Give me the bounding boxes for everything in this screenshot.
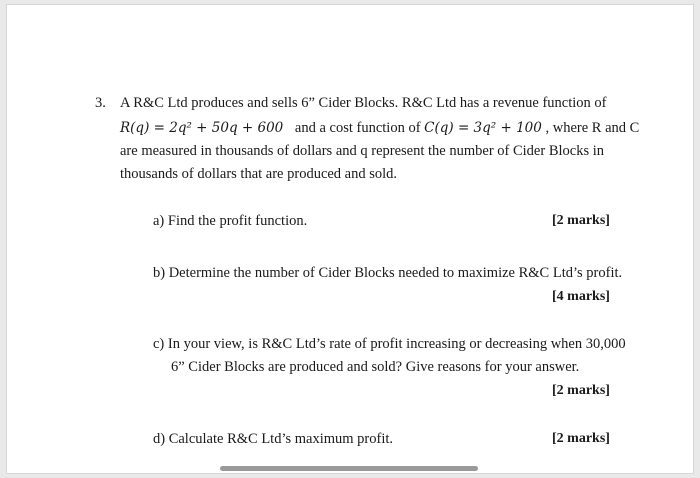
home-indicator-bar[interactable] xyxy=(220,466,478,471)
part-c-marks: [2 marks] xyxy=(552,383,610,398)
intro-line2-mid: and a cost function of xyxy=(294,120,421,136)
part-a-marks: [2 marks] xyxy=(552,213,610,228)
part-b-marks: [4 marks] xyxy=(552,289,610,304)
part-b-text: b) Determine the number of Cider Blocks needed to maximize R&C Ltd’s profit. xyxy=(153,265,623,281)
part-d-text: d) Calculate R&C Ltd’s maximum profit. xyxy=(153,431,394,447)
part-d-marks: [2 marks] xyxy=(552,431,610,446)
question-intro-line1: A R&C Ltd produces and sells 6” Cider Blocks. R&C Ltd has a revenue function of xyxy=(120,95,607,111)
part-c-text-line2: 6” Cider Blocks are produced and sold? Give reasons for your answer. xyxy=(171,359,580,375)
question-intro-line4: thousands of dollars that are produced and sold. xyxy=(120,166,398,182)
document-page xyxy=(6,4,694,474)
intro-line2-end: , where R and C xyxy=(545,120,640,136)
revenue-function: R(q) = 2q² + 50q + 600 xyxy=(120,120,284,136)
part-c-text-line1: c) In your view, is R&C Ltd’s rate of profit increasing or decreasing when 30,000 xyxy=(153,336,626,352)
question-intro-line2 xyxy=(120,119,639,137)
question-number: 3. xyxy=(95,95,106,111)
question-intro-line3: are measured in thousands of dollars and q represent the number of Cider Blocks in xyxy=(120,143,605,159)
cost-function: C(q) = 3q² + 100 xyxy=(424,120,542,136)
part-a-text: a) Find the profit function. xyxy=(153,213,308,229)
